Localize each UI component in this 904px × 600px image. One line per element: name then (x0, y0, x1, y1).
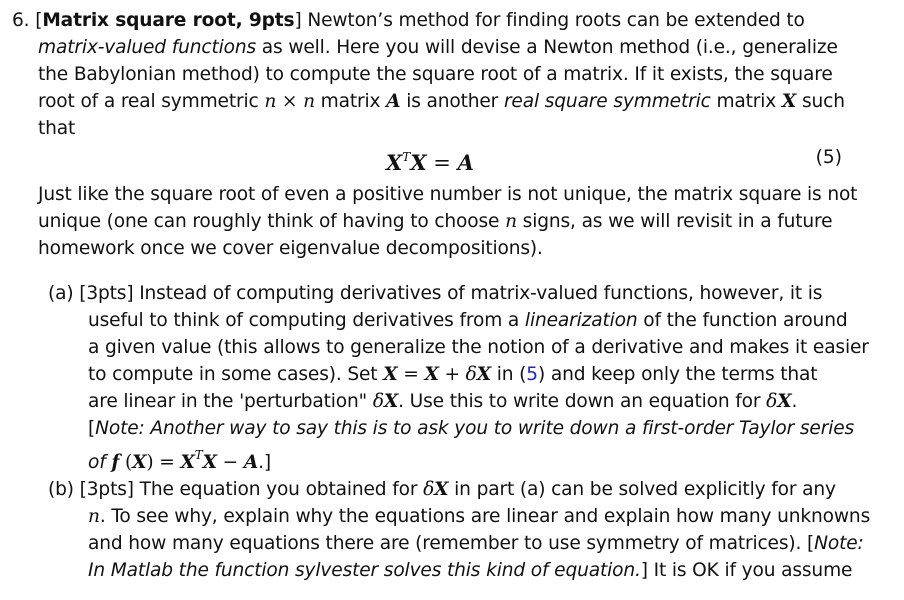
part-a-line-4 (88, 361, 817, 388)
problem-line-2-text: as well. Here you will devise a Newton method (i.e., generalize (256, 37, 838, 58)
paragraph-line-1: Just like the square root of even a positive number is not unique, the matrix square is not (38, 184, 858, 205)
paragraph-line-2 (38, 208, 832, 235)
problem-bracket-close: ] (294, 10, 302, 31)
problem-line-4-text-c: is another (400, 91, 504, 112)
math-X: X (410, 150, 427, 175)
part-b-line-2 (88, 503, 870, 530)
math-delta: δ (372, 391, 384, 412)
math-X: X (777, 391, 792, 412)
math-X: X (424, 364, 439, 385)
equation-number: (5) (815, 147, 842, 168)
math-paren-equals: ) = (146, 452, 181, 473)
part-a-line-1-text: [3pts] Instead of computing derivatives of matrix-valued functions, however, it is (73, 283, 823, 304)
matrix-valued-functions-emphasis: matrix-valued functions (38, 37, 257, 58)
part-a-line-5 (88, 388, 797, 415)
note-text: Note: Another way to say this is to ask you to write down a first-order Taylor series (95, 418, 855, 439)
math-X: X (386, 150, 403, 175)
paragraph-line-2-text-a: unique (one can roughly think of having to choose (38, 211, 506, 232)
math-minus: − (216, 452, 244, 473)
math-paren: ( (119, 452, 133, 473)
part-b-label: (b) (48, 479, 74, 500)
equation-5-reference-link[interactable]: 5 (526, 364, 538, 385)
part-a-line-7 (88, 442, 271, 476)
math-X: X (202, 452, 217, 473)
math-A: A (243, 452, 259, 473)
math-X: X (132, 452, 147, 473)
part-b-line-1-text-a: [3pts] The equation you obtained for (73, 479, 424, 500)
math-delta: δ (465, 364, 477, 385)
math-transpose: T (402, 150, 411, 164)
part-a-line-1 (48, 280, 822, 307)
math-X: X (434, 479, 449, 500)
part-a-line-6 (88, 415, 854, 442)
linearization-emphasis: linearization (524, 310, 638, 331)
part-b-line-4 (88, 557, 852, 584)
math-equals: = (426, 151, 458, 175)
part-b-line-1 (48, 476, 836, 503)
problem-line-4-text-a: root of a real symmetric (38, 91, 265, 112)
part-b-line-3-text: and how many equations there are (remember to use symmetry of matrices). [ (88, 533, 815, 554)
display-equation (386, 144, 474, 177)
problem-line-3: the Babylonian method) to compute the square root of a matrix. If it exists, the square (38, 64, 833, 85)
paragraph-line-3: homework once we cover eigenvalue decompositions). (38, 238, 543, 259)
math-A: A (386, 91, 401, 112)
note-text: of (88, 452, 112, 473)
math-delta: δ (423, 479, 435, 500)
part-a-line-4-text-c: ) and keep only the terms that (537, 364, 818, 385)
note-bracket-open: [ (88, 418, 96, 439)
math-f: f (111, 452, 120, 473)
part-b-line-1-text-b: in part (a) can be solved explicitly for any (448, 479, 836, 500)
note-text: In Matlab the function sylvester solves this kind of equation. (88, 560, 641, 581)
problem-line-1 (12, 7, 805, 34)
math-times: × (276, 91, 304, 112)
part-a-line-2-text-a: useful to think of computing derivatives from a (88, 310, 525, 331)
problem-bracket-open: [ (35, 10, 43, 31)
math-n: n (88, 506, 100, 527)
part-a-line-5-text-a: are linear in the 'perturbation" (88, 391, 373, 412)
problem-line-4-text-b: matrix (314, 91, 387, 112)
math-equals: = (397, 364, 425, 385)
problem-number: 6. (12, 10, 30, 31)
real-square-symmetric-emphasis: real square symmetric (503, 91, 711, 112)
math-X: X (383, 364, 398, 385)
math-n: n (264, 91, 277, 112)
problem-line-4 (38, 88, 845, 115)
paragraph-line-2-text-b: signs, as we will revisit in a future (516, 211, 833, 232)
problem-line-1-text: Newton’s method for finding roots can be extended to (301, 10, 805, 31)
math-delta: δ (766, 391, 778, 412)
math-A: A (457, 150, 474, 175)
problem-line-2 (38, 34, 838, 61)
math-X: X (476, 364, 491, 385)
part-a-line-4-text-b: in ( (491, 364, 527, 385)
note-label: Note: (814, 533, 864, 554)
math-X: X (781, 91, 797, 112)
part-a-line-5-text-c: . (791, 391, 798, 412)
part-a-line-2 (88, 307, 847, 334)
part-a-line-5-text-b: . Use this to write down an equation for (398, 391, 767, 412)
part-a-line-3: a given value (this allows to generalize the notion of a derivative and makes it easier (88, 337, 869, 358)
problem-line-4-text-e: such (796, 91, 845, 112)
problem-line-4-text-d: matrix (710, 91, 782, 112)
math-n: n (505, 211, 517, 232)
part-a-line-2-text-b: of the function around (637, 310, 848, 331)
part-b-line-3 (88, 530, 864, 557)
part-a-line-4-text-a: to compute in some cases). Set (88, 364, 384, 385)
part-a-label: (a) (48, 283, 74, 304)
problem-title: Matrix square root, 9pts (42, 10, 295, 31)
part-b-line-4-text: ] It is OK if you assume (640, 560, 853, 581)
math-n: n (303, 91, 315, 112)
part-b-line-2-text: . To see why, explain why the equations are linear and explain how many unknowns (99, 506, 871, 527)
math-X: X (180, 452, 195, 473)
math-X: X (383, 391, 399, 412)
math-plus: + (438, 364, 466, 385)
problem-line-5: that (38, 118, 76, 139)
note-bracket-close: .] (258, 452, 271, 473)
math-transpose: T (194, 448, 203, 462)
